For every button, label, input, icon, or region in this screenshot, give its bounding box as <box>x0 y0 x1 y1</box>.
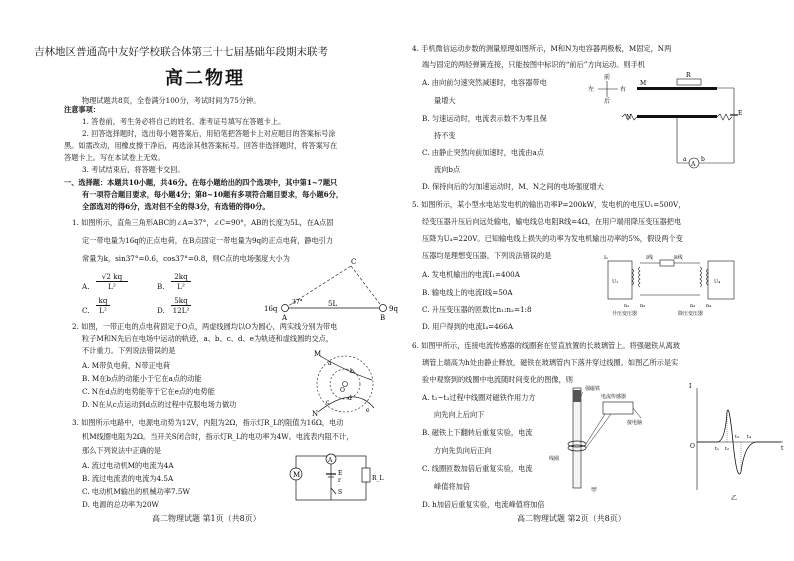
q2-stem: 2. 如图，一带正电的点电荷固定于O点，两虚线圆均以O为圆心，两实线分别为带电 <box>72 322 338 331</box>
q4-option-c: C. 由静止突然向前加速时，电流由a点 <box>422 148 544 157</box>
label-n4: n₄ <box>706 303 712 309</box>
q2-option-c: C. N在d点的电势能等于它在e点的电势能 <box>82 387 215 396</box>
q4-option-b: B. 匀速运动时，电流表示数不为零且保 <box>422 114 547 123</box>
label-angle: 37° <box>292 299 303 306</box>
q6-option-b-cont: 方向先负向后正向 <box>434 446 492 455</box>
q5-stem: 5. 如图所示，某小型水电站发电机的输出功率P=200kW，发电机的电压U₁=500V， <box>412 200 686 209</box>
q5-option-c: C. 升压变压器的匝数比n₁:n₂=1:8 <box>422 305 532 314</box>
label-i-axis: I <box>689 383 692 390</box>
label-b: B <box>380 314 386 322</box>
q1-option-d: D. <box>157 306 165 315</box>
exam-info: 物理试题共8页，全卷满分100分，考试时间为75分钟。 <box>82 96 261 105</box>
q4-option-b-cont: 持不变 <box>434 131 456 140</box>
label-b-point: b <box>701 156 705 163</box>
label-c-point: c <box>326 399 330 406</box>
q1-option-d-frac: 5kq 12L² <box>172 296 190 315</box>
label-switch: S <box>338 489 343 496</box>
label-t4: t₄ <box>747 434 752 440</box>
label-e: E <box>738 110 743 117</box>
q1-option-c: C. <box>82 306 90 315</box>
label-sensor: 电流传感器 <box>601 394 627 400</box>
q1-option-b-frac: 2kq L² <box>171 272 191 291</box>
q4-option-c-cont: 流向b点 <box>434 165 461 174</box>
q6-option-c: C. 线圈匝数加倍后重复实验，电流 <box>422 464 533 473</box>
q1-option-a-frac: √2 kq L² <box>96 272 128 291</box>
label-m: M <box>314 350 322 358</box>
q5-stem: 经变压器升压后向远处输电，输电线总电阻R线=4Ω，在用户端用降压变压器把电 <box>422 217 682 226</box>
q5-stem: 压降为U₄=220V。已知输电线上损失的功率为发电机输出功率的5%，假设两个变 <box>422 234 683 243</box>
label-magnet: 强磁铁 <box>585 386 601 392</box>
q3-option-d: D. 电源的总功率为20W <box>82 500 159 509</box>
q6-option-d: D. h加倍后重复实验，电流峰值将加倍 <box>422 500 545 509</box>
label-yi: 乙 <box>731 495 738 502</box>
label-n2: n₂ <box>640 303 646 309</box>
q1-option-c-frac: kq L² <box>96 296 110 315</box>
label-a-point: a <box>683 156 687 163</box>
q6-current-graph <box>687 382 787 502</box>
label-a: A <box>282 314 288 322</box>
page-footer: 高二物理试题 第2页（共8页） <box>517 514 626 523</box>
note-line: 黑。如需改动，用橡皮擦干净后，再选涂其他答案标号。回答非选择题时，将答案写在 <box>64 141 338 150</box>
label-jia: 甲 <box>591 487 598 494</box>
q3-stem: 3. 如图所示电路中，电源电动势为12V，内阻为2Ω，指示灯R_L的阻值为16Ω，电动 <box>72 418 344 427</box>
q4-stem: 端与固定的两轻弹簧连接，只能按图中标识的“前后”方向运动。则手机 <box>422 60 645 69</box>
note-line: 1. 答卷前，考生务必将自己的姓名、准考证号填写在答题卡上。 <box>82 117 286 126</box>
q1-triangle-figure <box>240 258 398 322</box>
subject-title: 高二物理 <box>165 68 245 89</box>
q6-option-b: B. 磁铁上下翻转后重复实验，电流 <box>422 428 533 437</box>
label-a-point: a <box>328 360 332 367</box>
label-qb: 9q <box>389 305 398 313</box>
label-qa: 16q <box>264 305 278 313</box>
q1-option-a: A. <box>82 282 90 291</box>
q3-option-b: B. 流过电流表的电流为4.5A <box>82 474 174 483</box>
label-front: 前 <box>604 74 611 81</box>
page-footer: 高二物理试题 第1页（共8页） <box>152 514 261 523</box>
section-heading: 有一项符合题目要求，每小题4分；第8~10题有多项符合题目要求，每小题6分， <box>82 190 344 199</box>
q4-stem: 4. 手机微信运动步数的测量原理如图所示，M和N为电容器两极板，M固定，N两 <box>412 44 672 53</box>
label-n1: n₁ <box>624 303 630 309</box>
q2-stem: 粒子M和N先后在电场中运动的轨迹，a、b、c、d、e为轨迹和虚线圆的交点， <box>82 334 334 343</box>
label-t2: t₂ <box>725 446 730 452</box>
label-left: 左 <box>588 86 595 93</box>
label-u4: U₄ <box>714 279 721 285</box>
q2-field-figure <box>310 350 380 420</box>
label-m-plate: M <box>640 80 647 87</box>
section-heading: 一、选择题：本题共10小题，共46分。在每小题给出的四个选项中，其中第1~7题只 <box>64 178 338 187</box>
label-motor: M <box>293 471 301 479</box>
label-t1: t₁ <box>715 446 720 452</box>
notes-heading: 注意事项： <box>64 105 100 114</box>
label-u1: U₁ <box>612 279 619 285</box>
q1-option-b: B. <box>157 282 165 291</box>
q3-circuit-figure <box>288 450 384 505</box>
label-n3: n₃ <box>690 303 696 309</box>
label-rl: R_L <box>372 475 384 482</box>
label-b-point: b <box>350 368 354 375</box>
label-coil: 线圈 <box>549 456 560 462</box>
q6-stem: 璃管上端高为h处由静止释放，磁铁在玻璃管内下落并穿过线圈。如图乙所示是实 <box>422 358 679 367</box>
q6-option-a: A. t₁~t₃过程中线圈对磁铁作用力方 <box>422 393 536 402</box>
q3-option-a: A. 流过电动机M的电流为4A <box>82 461 174 470</box>
q5-transmission-figure <box>602 255 742 315</box>
note-line: 答题卡上。写在本试卷上无效。 <box>64 153 165 162</box>
note-line: 2. 回答选择题时，选出每小题答案后，用铅笔把答题卡上对应题目的答案标号涂 <box>82 129 336 138</box>
label-n: N <box>312 410 319 418</box>
label-c: C <box>351 258 357 266</box>
q2-option-d: D. N在从c点运动到d点的过程中克服电场力做功 <box>82 400 237 409</box>
q6-stem: 验中观察到的线圈中电流随时间变化的图像，则 <box>422 375 573 384</box>
section-heading: 全部选对的得6分，选对但不全的得3分，有选错的得0分。 <box>82 202 270 211</box>
q5-option-a: A. 发电机输出的电流I₁=400A <box>422 270 520 279</box>
label-d-point: d <box>348 395 352 402</box>
label-origin: O <box>690 443 695 450</box>
q4-option-d: D. 保持向后的匀加速运动时，M、N之间的电场强度增大 <box>422 182 604 191</box>
q4-capacitor-figure <box>582 72 743 175</box>
label-e-point: e <box>366 407 370 414</box>
label-r: r <box>338 477 341 484</box>
right-page <box>397 0 794 561</box>
label-ammeter: A <box>328 457 333 464</box>
label-back: 后 <box>604 98 611 105</box>
q6-stem: 6. 如图甲所示，连接电流传感器的线圈套在竖直放置的长玻璃管上。将强磁铁从离玻 <box>412 341 680 350</box>
q5-option-d: D. 用户得到的电流I₄=466A <box>422 322 514 331</box>
q2-option-a: A. M带负电荷，N带正电荷 <box>82 361 171 370</box>
label-n-plate: N <box>626 114 632 121</box>
exam-title: 吉林地区普通高中友好学校联合体第三十七届基础年段期末联考 <box>34 46 328 58</box>
q1-stem: 定一带电量为16q的正点电荷，在B点固定一带电量为9q的正点电荷，静电引力 <box>82 236 334 245</box>
q1-stem: 1. 如图所示，直角三角形ABC的∠A=37°，∠C=90°，AB的长度为5L，在A点固 <box>72 218 334 227</box>
q2-option-b: B. M在b点的动能小于它在a点的动能 <box>82 374 202 383</box>
q6-apparatus-figure <box>545 384 655 494</box>
label-t-axis: t <box>781 445 784 452</box>
q4-option-a: A. 由向前匀速突然减速时，电容器带电 <box>422 78 547 87</box>
q5-stem: 压器均是理想变压器，下列说法错误的是 <box>422 251 552 260</box>
q3-option-c: C. 电动机M输出的机械功率7.5W <box>82 487 190 496</box>
label-emf: E <box>338 470 343 477</box>
label-o: O <box>340 387 345 394</box>
label-i1: I₁ <box>604 255 608 261</box>
label-rline: R线 <box>674 255 683 261</box>
q5-option-b: B. 输电线上的电流I线=50A <box>422 288 513 297</box>
label-right: 右 <box>620 86 627 93</box>
label-ammeter: A <box>691 161 696 168</box>
label-iline: I线 <box>646 255 653 261</box>
note-line: 3. 考试结束后，将答题卡交回。 <box>82 165 185 174</box>
q2-stem: 不计重力。下列说法错误的是 <box>82 346 176 355</box>
label-step-up: 升压变压器 <box>612 311 638 317</box>
label-r: R <box>686 72 691 79</box>
q6-option-c-cont: 峰值将加倍 <box>434 482 470 491</box>
q6-option-a-cont: 向先向上后向下 <box>434 410 485 419</box>
q3-stem: 机M线圈电阻为2Ω。当开关S闭合时，指示灯R_L的电功率为4W。电流表内阻不计， <box>82 432 354 441</box>
label-t3: t₃ <box>735 434 740 440</box>
label-length: 5L <box>328 300 338 308</box>
q3-stem: 那么下列说法中正确的是 <box>82 446 162 455</box>
label-computer: 接电脑 <box>627 420 643 426</box>
q4-option-a-cont: 量增大 <box>434 96 456 105</box>
q1-stem: 常量为k，sin37°=0.6，cos37°=0.8，则C点的电场强度大小为 <box>82 254 290 263</box>
label-step-down: 降压变压器 <box>678 311 704 317</box>
